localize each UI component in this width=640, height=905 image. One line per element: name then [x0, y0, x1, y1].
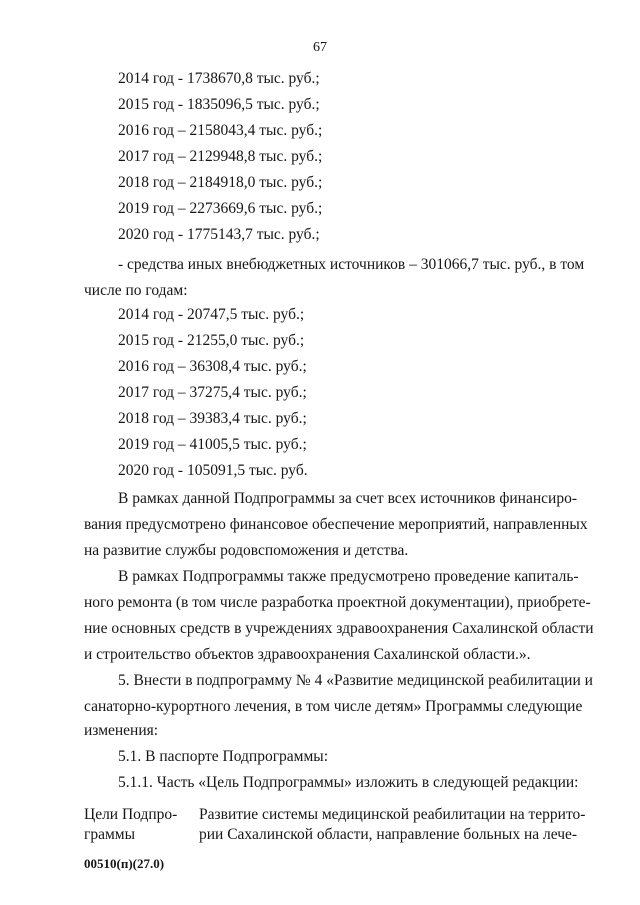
section-item: 5.1.1. Часть «Цель Подпрограммы» изложить в следующей редакции:: [118, 774, 579, 791]
extra-sources-line: - средства иных внебюджетных источников – 301066,7 тыс. руб., в том: [118, 256, 585, 273]
budget-year-line: 2014 год - 1738670,8 тыс. руб.;: [118, 70, 320, 87]
extra-year-line: 2017 год – 37275,4 тыс. руб.;: [118, 384, 307, 401]
table-value-line: рии Сахалинской области, направление больных на лече-: [199, 826, 578, 843]
extra-year-line: 2016 год – 36308,4 тыс. руб.;: [118, 358, 307, 375]
budget-year-line: 2019 год – 2273669,6 тыс. руб.;: [118, 200, 323, 217]
budget-year-line: 2016 год – 2158043,4 тыс. руб.;: [118, 122, 323, 139]
paragraph-line: 5. Внести в подпрограмму № 4 «Развитие медицинской реабилитации и: [118, 672, 593, 689]
budget-year-line: 2018 год – 2184918,0 тыс. руб.;: [118, 174, 323, 191]
paragraph-line: на развитие службы родовспоможения и детства.: [84, 542, 409, 559]
budget-year-line: 2015 год - 1835096,5 тыс. руб.;: [118, 96, 320, 113]
document-code: 00510(п)(27.0): [84, 856, 165, 871]
paragraph-line: ного ремонта (в том числе разработка проектной документации), приобрете-: [84, 594, 591, 611]
budget-year-line: 2020 год - 1775143,7 тыс. руб.;: [118, 226, 320, 243]
paragraph-line: изменения:: [84, 722, 159, 739]
section-item: 5.1. В паспорте Подпрограммы:: [118, 748, 329, 765]
paragraph-line: В рамках Подпрограммы также предусмотрено проведение капиталь-: [118, 568, 579, 585]
paragraph-line: санаторно-курортного лечения, в том числе детям» Программы следующие: [84, 698, 583, 715]
paragraph-line: вания предусмотрено финансовое обеспечение мероприятий, направленных: [84, 516, 588, 533]
paragraph-line: и строительство объектов здравоохранения Сахалинской области.».: [84, 646, 531, 663]
extra-year-line: 2014 год - 20747,5 тыс. руб.;: [118, 306, 305, 323]
budget-year-line: 2017 год – 2129948,8 тыс. руб.;: [118, 148, 323, 165]
paragraph-line: В рамках данной Подпрограммы за счет всех источников финансиро-: [118, 490, 577, 507]
extra-year-line: 2020 год - 105091,5 тыс. руб.: [118, 462, 308, 479]
extra-year-line: 2019 год – 41005,5 тыс. руб.;: [118, 436, 307, 453]
table-label-line: граммы: [84, 826, 136, 843]
extra-sources-line: числе по годам:: [84, 282, 188, 299]
table-label-line: Цели Подпро-: [84, 806, 178, 823]
page-number: 67: [313, 40, 327, 55]
paragraph-line: ние основных средств в учреждениях здравоохранения Сахалинской области: [84, 620, 594, 637]
table-value-line: Развитие системы медицинской реабилитации на террито-: [199, 806, 586, 823]
extra-year-line: 2015 год - 21255,0 тыс. руб.;: [118, 332, 305, 349]
extra-year-line: 2018 год – 39383,4 тыс. руб.;: [118, 410, 307, 427]
